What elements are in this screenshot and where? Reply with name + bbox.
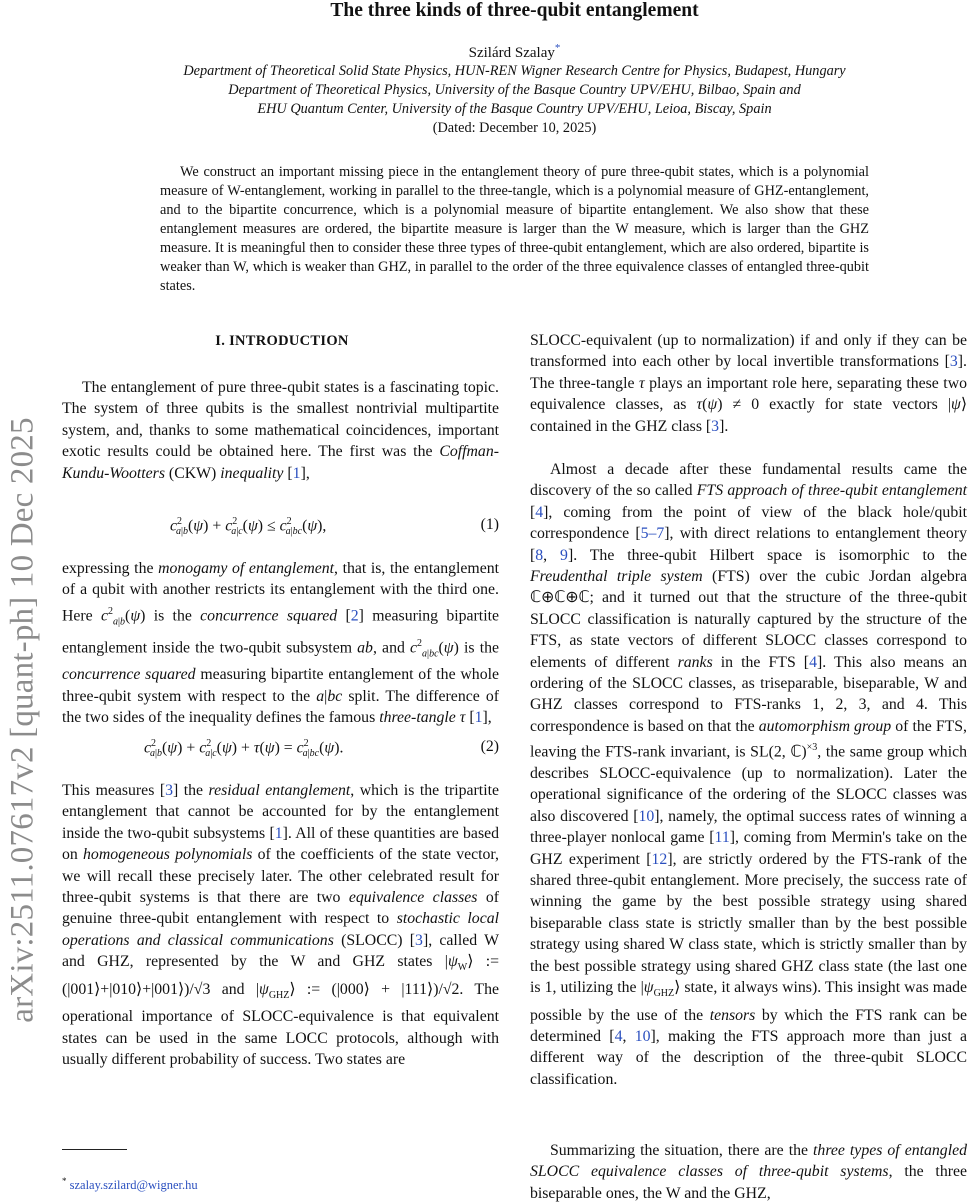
arxiv-stamp <box>0 270 46 1170</box>
intro-paragraph-1: The entanglement of pure three-qubit states is a fascinating topic. The system of three qubits is the smallest nontrivial multipartite system, and, thanks to some mathematical coincidences, important exotic results could be obtained here. The first was the Coffman-Kundu-Wootters (CKW) inequality [1], <box>62 379 499 482</box>
citation-link[interactable]: 12 <box>651 850 668 868</box>
citation-link[interactable]: 3 <box>415 931 423 949</box>
citation-link[interactable]: 3 <box>165 782 173 799</box>
right-paragraph-2: Almost a decade after these fundamental results came the discovery of the so called FTS approach of three-qubit entanglement [4], coming from the point of view of the black hole/qubit correspondence [5–7], with direct relations to entanglement theory [8, 9]. The three-qubit Hilbert space is isomorphic to the Freudenthal triple system (FTS) over the cubic Jordan algebra ℂ⊕ℂ⊕ℂ; and it turned out that the structure of the three-qubit SLOCC classification is naturally captured by the structure of the FTS, as state vectors of different SLOCC classes correspond to elements of different ranks in the FTS [4]. This also means an ordering of the SLOCC classes, as triseparable, biseparable, W and GHZ classes correspond to FTS-ranks 1, 2, 3, and 4. This correspondence is based on that the automorphism group of the FTS, leaving the FTS-rank invariant, is SL(2, ℂ)$^{\times 3}$, the same group which describes SLOCC-equivalence (up to normalization). Later the operational significance of the ordering of the SLOCC classes was also discovered [10], namely, the optimal success rates of winning a three-player nonlocal game [11], coming from Mermin's take on the GHZ experiment [12], are strictly ordered by the FTS-rank of the shared three-qubit entanglement. More precisely, the success rate of winning the game by the best possible strategy using shared biseparable class state is strictly smaller than by the best possible strategy using shared W class state, which is strictly smaller than by the best possible strategy using shared GHZ class state (the last one is 1, utilizing the $|\psi_{GHZ}⟩$ state, it always wins). This insight was made possible by the use of the tensors by which the FTS rank can be determined [4, 10], making the FTS approach more than just a different way of the description of the three-qubit SLOCC classification. <box>530 461 968 1088</box>
right-paragraph-1: SLOCC-equivalent (up to normalization) if and only if they can be transformed into each other by local invertible transformations [3]. The three-tangle τ plays an important role here, separating these two equivalence classes, as τ(ψ) ≠ 0 exactly for state vectors |ψ⟩ contained in the GHZ class [3]. <box>530 332 968 435</box>
footnote <box>62 1176 198 1193</box>
citation-link[interactable]: 8 <box>535 546 544 564</box>
author-line <box>60 42 969 62</box>
citation-link[interactable]: 9 <box>560 546 568 564</box>
citation-link[interactable]: 1 <box>474 709 483 727</box>
citation-link[interactable]: 3 <box>711 417 720 435</box>
citation-link[interactable]: 1 <box>292 464 301 482</box>
citation-link[interactable]: 2 <box>350 607 359 625</box>
footnote-rule <box>62 1149 127 1150</box>
citation-link[interactable]: 1 <box>274 824 283 842</box>
dated-line: (Dated: December 10, 2025) <box>432 120 597 136</box>
citation-link[interactable]: 10 <box>638 807 655 825</box>
citation-link[interactable]: 4 <box>809 653 817 671</box>
author-name: Szilárd Szalay <box>468 45 555 61</box>
right-paragraph-3: Summarizing the situation, there are the three types of entangled SLOCC equivalence classes of three-qubit systems, the three biseparable ones, the W and the GHZ, <box>530 1142 968 1202</box>
equation-number: (2) <box>480 738 499 755</box>
affiliation-2: Department of Theoretical Physics, University of the Basque Country UPV/EHU, Bilbao, Spain and <box>228 82 801 98</box>
citation-link[interactable]: 3 <box>949 353 958 371</box>
abstract: We construct an important missing piece in the entanglement theory of pure three-qubit states, which is a polynomial measure of W-entanglement, working in parallel to the three-tangle, which is a polynomial measure of GHZ-entanglement, and to the bipartite concurrence, which is a polynomial measure of bipartite entanglement. We also show that these entanglement measures are ordered, the bipartite measure is larger than the W measure, which is larger than the GHZ measure. It is meaningful then to consider these three types of three-qubit entanglement, which are also ordered, bipartite is weaker than W, which is weaker than GHZ, in parallel to the order of the three equivalence classes of entangled three-qubit states. <box>160 164 869 295</box>
citation-link[interactable]: 11 <box>714 829 730 847</box>
affiliation-1: Department of Theoretical Solid State Physics, HUN-REN Wigner Research Centre for Physics, Budapest, Hungary <box>183 63 846 79</box>
arxiv-identifier[interactable]: arXiv:2511.07617v2 [quant-ph] 10 Dec 2025 <box>4 417 41 1023</box>
citation-link[interactable]: 5–7 <box>640 525 665 543</box>
intro-paragraph-3: This measures [3] the residual entanglement, which is the tripartite entanglement that cannot be accounted for by the entanglement inside the two-qubit subsystems [1]. All of these quantities are based on homogeneous polynomials of the coefficients of the state vector, we will recall these precisely later. The other celebrated result for three-qubit systems is that there are two equivalence classes of genuine three-qubit entanglement with respect to stochastic local operations and classical communications (SLOCC) [3], called W and GHZ, represented by the W and GHZ states $|\psi_W⟩$ := (|001⟩+|010⟩+|001⟩)/√3 and $|\psi_{GHZ}⟩$ := (|000⟩ + |111⟩)/√2. The operational importance of SLOCC-equivalence is that equivalent states can be used in the same LOCC protocols, although with usually different probability of success. Two states are <box>62 782 500 1069</box>
citation-link[interactable]: 4 <box>535 503 544 521</box>
citation-link[interactable]: 4 <box>614 1027 623 1045</box>
section-heading-introduction: I. INTRODUCTION <box>215 333 349 349</box>
footnote-email-link[interactable]: szalay.szilard@wigner.hu <box>69 1178 198 1193</box>
paper-page: arXiv:2511.07617v2 [quant-ph] 10 Dec 2025 The three kinds of three-qubit entanglement Szilárd Szalay* Department of Theoretical Solid State Physics, HUN-REN Wigner Research Centre for Physics, Budapest, Hungary Department of Theoretical Physics, University of the Basque Country UPV/EHU, Bilbao, Spain and EHU Quantum Center, University of the Basque Country UPV/EHU, Leioa, Biscay, Spain (Dated: December 10, 2025) We construct an important missing piece in the entanglement theory of pure three-qubit states, which is a polynomial measure of W-entanglement, working in parallel to the three-tangle, which is a polynomial measure of GHZ-entanglement, and to the bipartite concurrence, which is a polynomial measure of bipartite entanglement. We also show that these entanglement measures are ordered, the bipartite measure is larger than the W measure, which is larger than the GHZ measure. It is meaningful then to consider these three types of three-qubit entanglement, which are also ordered, bipartite is weaker than W, which is weaker than GHZ, in parallel to the order of the three equivalence classes of entangled three-qubit states. I. INTRODUCTION The entanglement of pure three-qubit states is a fascinating topic. The system of three qubits is the smallest nontrivial multipartite system, and, thanks to some mathematical coincidences, important exotic results could be obtained here. The first was the Coffman-Kundu-Wootters (CKW) inequality [1], $c^2_{a|b}(\psi) + c^2_{a|c}(\psi) \le c^2_{a|bc}(\psi)$, (1) expressing the monogamy of entanglement, that is, the entanglement of a qubit with another restricts its entanglement with the third one. Here $c^2_{a|b}(\psi)$ is the concurrence squared [2] measuring bipartite entanglement inside the two-qubit subsystem ab, and $c^2_{a|bc}(\psi)$ is the concurrence squared measuring bipartite entanglement of the whole three-qubit system with respect to the a|bc split. The difference of the two sides of the inequality defines the famous three-tangle τ [1], $c^2_{a|b}(\psi) + c^2_{a|c}(\psi) + \tau(\psi) = c^2_{a|bc}(\psi)$. (2) This measures [3] the residual entanglement, which is the tripartite entanglement that cannot be accounted for by the entanglement inside the two-qubit subsystems [1]. All of these quantities are based on homogeneous polynomials of the coefficients of the state vector, we will recall these precisely later. The other celebrated result for three-qubit systems is that there are two equivalence classes of genuine three-qubit entanglement with respect to stochastic local operations and classical communications (SLOCC) [3], called W and GHZ, represented by the W and GHZ states $|\psi_W⟩$ := (|001⟩+|010⟩+|001⟩)/√3 and $|\psi_{GHZ}⟩$ := (|000⟩ + |111⟩)/√2. The operational importance of SLOCC-equivalence is that equivalent states can be used in the same LOCC protocols, although with usually different probability of success. Two states are * szalay.szilard@wigner.hu SLOCC-equivalent (up to normalization) if and only if they can be transformed into each other by local invertible transformations [3]. The three-tangle τ plays an important role here, separating these two equivalence classes, as τ(ψ) ≠ 0 exactly for state vectors |ψ⟩ contained in the GHZ class [3]. Almost a decade after these fundamental results came the discovery of the so called FTS approach of three-qubit entanglement [4], coming from the point of view of the black hole/qubit correspondence [5–7], with direct relations to entanglement theory [8, 9]. The three-qubit Hilbert space is isomorphic to the Freudenthal triple system (FTS) over the cubic Jordan algebra ℂ⊕ℂ⊕ℂ; and it turned out that the structure of the three-qubit SLOCC classification is naturally captured by the structure of the FTS, as state vectors of different SLOCC classes correspond to elements of different ranks in the FTS [4]. This also means an ordering of the SLOCC classes, as triseparable, biseparable, W and GHZ classes correspond to FTS-ranks 1, 2, 3, and 4. This correspondence is based on that the automorphism group of the FTS, leaving the FTS-rank invariant, is SL(2, ℂ)$^{\times 3}$, the same group which describes SLOCC-equivalence (up to normalization). Later the operational significance of the ordering of the SLOCC classes was also discovered [10], namely, the optimal success rates of winning a three-player nonlocal game [11], coming from Mermin's take on the GHZ experiment [12], are strictly ordered by the FTS-rank of the shared three-qubit entanglement. More precisely, the success rate of winning the game by the best possible strategy using shared biseparable class state is strictly smaller than by the best possible strategy using shared W class state, which is strictly smaller than by the best possible strategy using shared GHZ class state (the last one is 1, utilizing the $|\psi_{GHZ}⟩$ state, it always wins). This insight was made possible by the use of the tensors by which the FTS rank can be determined [4, 10], making the FTS approach more than just a different way of the description of the three-qubit SLOCC classification. Summarizing the situation, there are the three types of entangled SLOCC equivalence classes of three-qubit systems, the three biseparable ones, the W and the GHZ, <box>0 0 969 1200</box>
intro-paragraph-2: expressing the monogamy of entanglement, that is, the entanglement of a qubit with another restricts its entanglement with the third one. Here $c^2_{a|b}(\psi)$ is the concurrence squared [2] measuring bipartite entanglement inside the two-qubit subsystem ab, and $c^2_{a|bc}(\psi)$ is the concurrence squared measuring bipartite entanglement of the whole three-qubit system with respect to the a|bc split. The difference of the two sides of the inequality defines the famous three-tangle τ [1], <box>62 560 500 727</box>
equation-number: (1) <box>480 516 499 533</box>
affiliation-3: EHU Quantum Center, University of the Basque Country UPV/EHU, Leioa, Biscay, Spain <box>257 101 772 117</box>
footnote-mark: * <box>62 1176 67 1186</box>
paper-title: The three kinds of three-qubit entanglement <box>330 0 699 21</box>
author-footnote-link[interactable]: * <box>554 42 561 54</box>
citation-link[interactable]: 10 <box>634 1027 651 1045</box>
